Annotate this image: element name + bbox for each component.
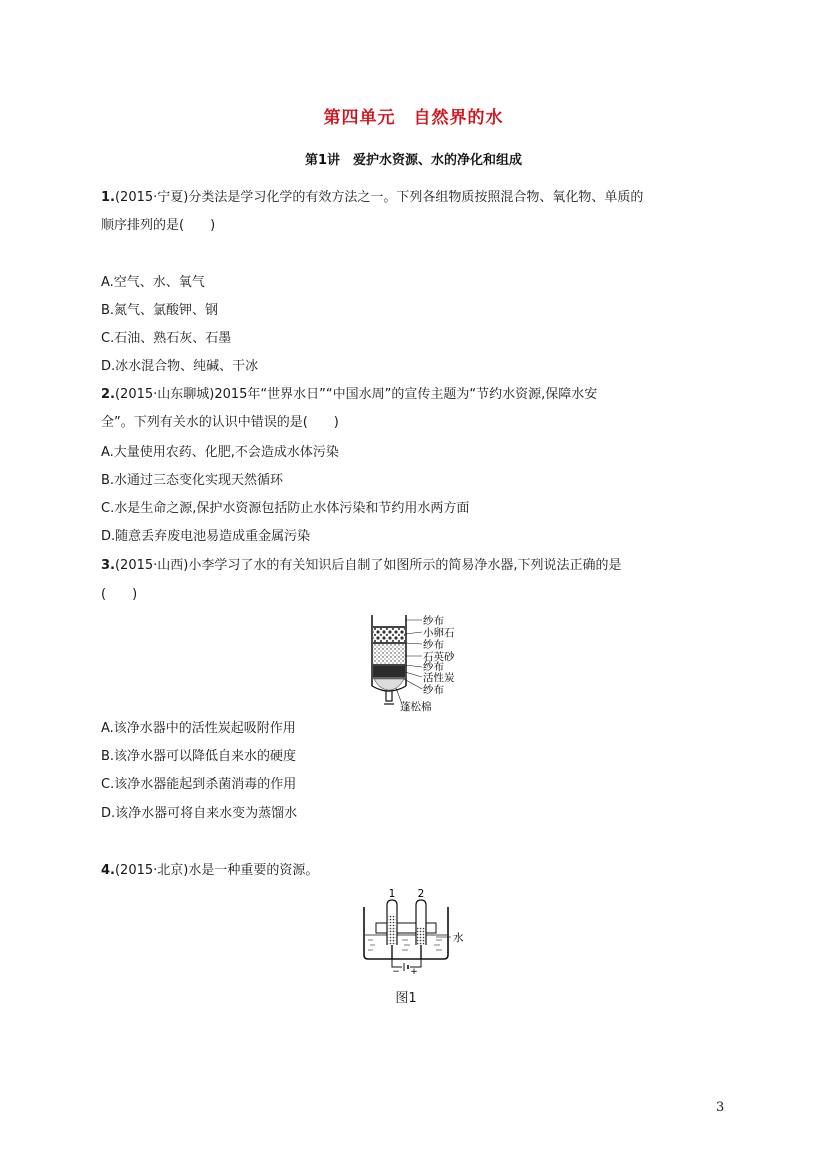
tube-2-water bbox=[417, 927, 425, 945]
leader-line-2 bbox=[405, 632, 422, 634]
question-1-stem-line-1: 1.(2015·宁夏)分类法是学习化学的有效方法之一。下列各组物质按照混合物、氧化物、单质的 bbox=[101, 190, 644, 205]
quartz-sand-layer bbox=[373, 644, 405, 664]
question-4-stem-line-1: 4.(2015·北京)水是一种重要的资源。 bbox=[101, 863, 319, 878]
question-3-option-c: C.该净水器能起到杀菌消毒的作用 bbox=[101, 777, 297, 792]
filter-label-pebbles: 小卵石 bbox=[423, 627, 455, 639]
question-1-stem-line-2: 顺序排列的是( ) bbox=[101, 218, 216, 233]
battery-minus-label: − bbox=[392, 967, 400, 977]
question-2-option-b: B.水通过三态变化实现天然循环 bbox=[101, 473, 284, 488]
question-3-stem-line-2: ( ) bbox=[101, 587, 138, 602]
outlet-tube bbox=[386, 691, 392, 701]
water-texture bbox=[368, 940, 442, 950]
question-1-option-b: B.氮气、氯酸钾、钢 bbox=[101, 303, 219, 318]
water-label: 水 bbox=[453, 932, 464, 944]
question-2-number: 2. bbox=[101, 387, 115, 402]
tube-1-water bbox=[388, 915, 396, 945]
question-2-stem-line-1: 2.(2015·山东聊城)2015年“世界水日”“中国水周”的宣传主题为“节约水资源,保障水安 bbox=[101, 387, 598, 402]
question-2-option-a: A.大量使用农药、化肥,不会造成水体污染 bbox=[101, 445, 339, 460]
leader-line-6 bbox=[405, 672, 422, 677]
question-1-option-d: D.冰水混合物、纯碱、干冰 bbox=[101, 359, 259, 374]
question-1-number: 1. bbox=[101, 190, 115, 205]
question-4-number: 4. bbox=[101, 863, 115, 878]
unit-title: 第四单元 自然界的水 bbox=[323, 108, 504, 128]
gauze-layer-3 bbox=[373, 664, 405, 666]
question-3-option-a: A.该净水器中的活性炭起吸附作用 bbox=[101, 721, 296, 736]
question-2-option-c: C.水是生命之源,保护水资源包括防止水体污染和节约用水两方面 bbox=[101, 501, 470, 516]
gauze-layer-1 bbox=[373, 626, 405, 628]
tube-label-2: 2 bbox=[417, 888, 425, 900]
tube-label-1: 1 bbox=[388, 888, 396, 900]
leader-line-5 bbox=[405, 665, 422, 667]
question-3-stem-line-1: 3.(2015·山西)小李学习了水的有关知识后自制了如图所示的简易净水器,下列说法正确的是 bbox=[101, 558, 622, 573]
page-number: 3 bbox=[716, 1100, 725, 1115]
wire-left bbox=[392, 959, 402, 967]
figure-1-caption: 图1 bbox=[395, 991, 417, 1006]
question-1-option-a: A.空气、水、氧气 bbox=[101, 275, 205, 290]
battery-plus-label: + bbox=[410, 967, 418, 977]
leader-line-3 bbox=[405, 643, 422, 644]
question-3-option-d: D.该净水器可将自来水变为蒸馏水 bbox=[101, 806, 298, 821]
question-1-option-c: C.石油、熟石灰、石墨 bbox=[101, 331, 232, 346]
wire-right bbox=[410, 959, 421, 967]
filter-label-gauze-2: 纱布 bbox=[423, 639, 444, 651]
lesson-title: 第1讲 爱护水资源、水的净化和组成 bbox=[304, 153, 523, 168]
electrolysis-diagram bbox=[356, 885, 476, 977]
water-filter-diagram bbox=[358, 612, 468, 716]
question-2-stem-line-2: 全”。下列有关水的认识中错误的是( ) bbox=[101, 415, 339, 430]
question-2-option-d: D.随意丢弃废电池易造成重金属污染 bbox=[101, 529, 311, 544]
pebble-layer bbox=[373, 628, 405, 642]
support-bar bbox=[376, 923, 436, 933]
filter-label-gauze-1: 纱布 bbox=[423, 615, 444, 627]
cotton-layer bbox=[374, 679, 404, 690]
question-3-option-b: B.该净水器可以降低自来水的硬度 bbox=[101, 749, 297, 764]
filter-label-quartz-sand: 石英砂 bbox=[423, 651, 455, 663]
filter-label-activated-carbon: 活性炭 bbox=[423, 672, 455, 684]
gauze-layer-2 bbox=[373, 642, 405, 644]
activated-carbon-layer bbox=[373, 666, 405, 677]
question-3-number: 3. bbox=[101, 558, 115, 573]
filter-label-gauze-4: 纱布 bbox=[423, 684, 444, 696]
filter-label-gauze-3: 纱布 bbox=[423, 661, 444, 673]
filter-label-cotton: 蓬松棉 bbox=[400, 701, 432, 713]
